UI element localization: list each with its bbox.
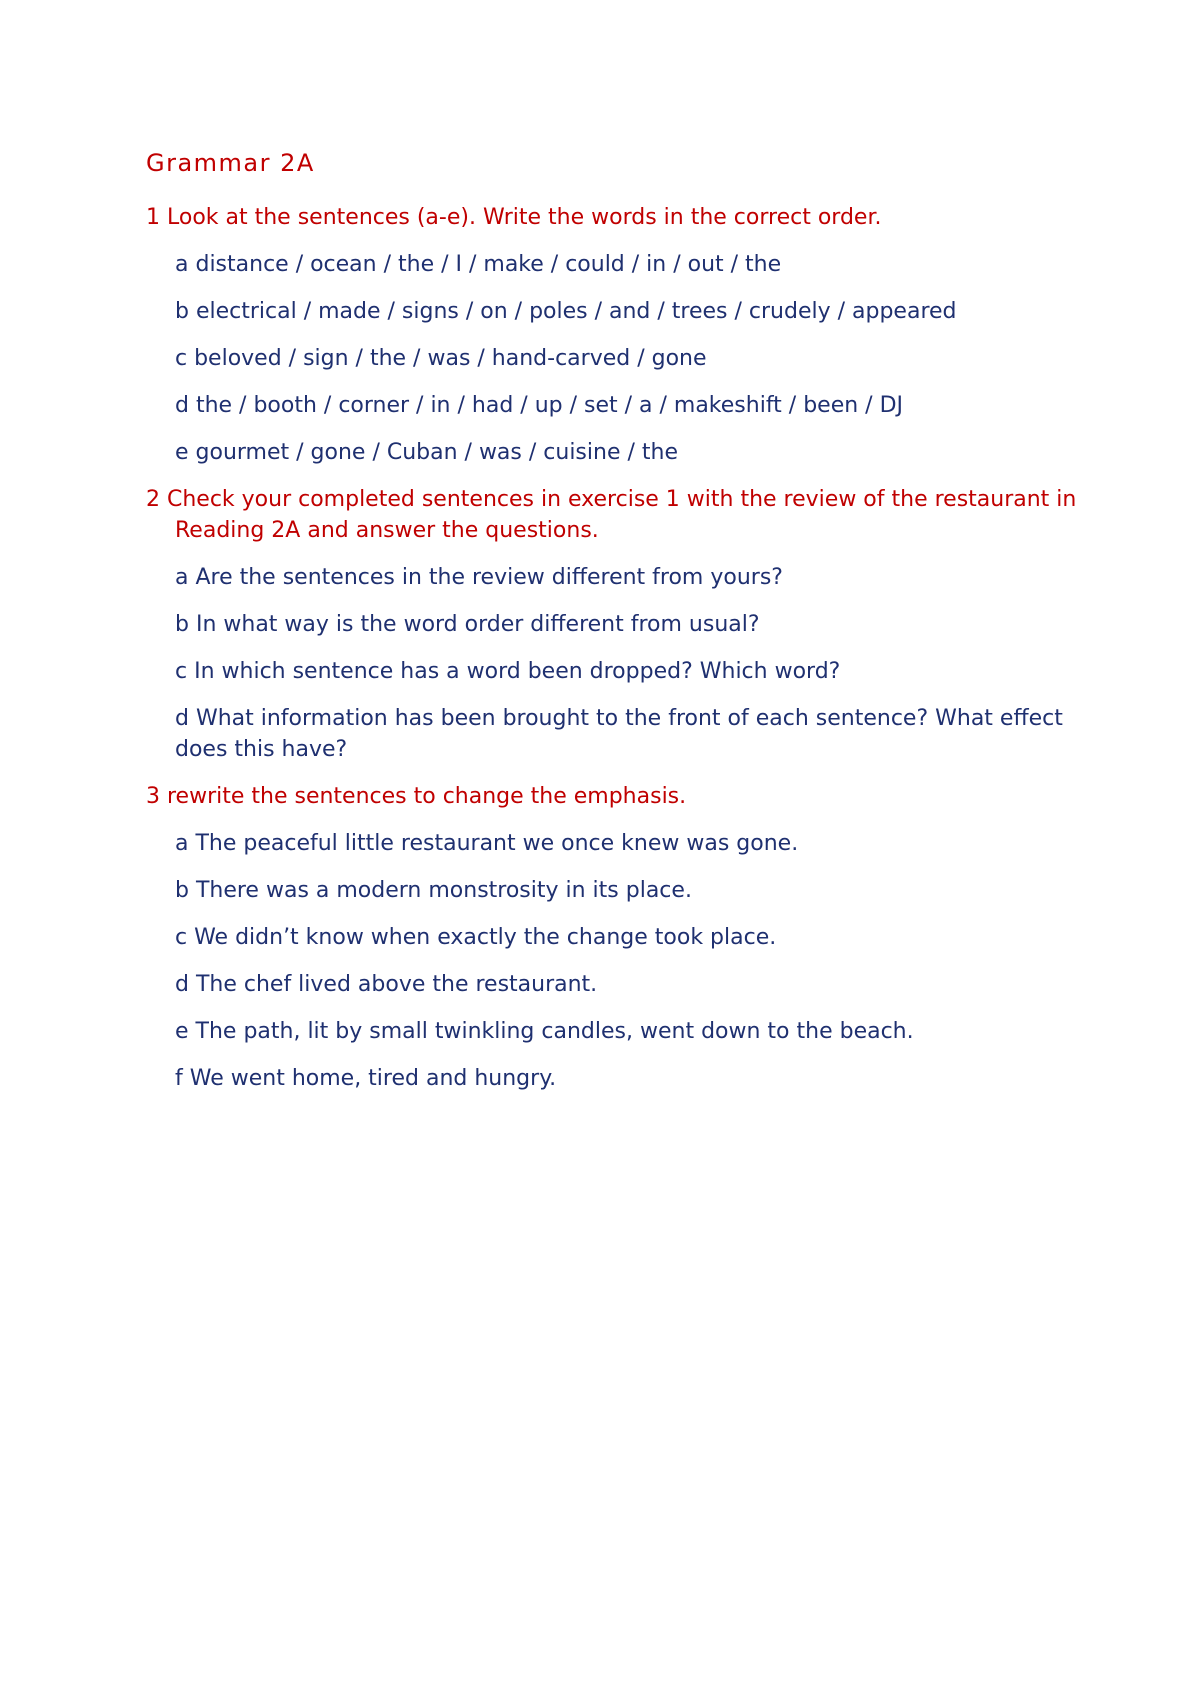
exercise-instruction: 2 Check your completed sentences in exercise 1 with the review of the restaurant in Reading 2A and answer the questions. [146, 487, 1077, 543]
exercise-item: d What information has been brought to the front of each sentence? What effect does this have? [175, 706, 1063, 762]
exercise-item: a distance / ocean / the / I / make / could / in / out / the [175, 252, 782, 277]
exercise-item: c We didn’t know when exactly the change took place. [175, 925, 777, 950]
exercise-item: f We went home, tired and hungry. [175, 1066, 557, 1091]
document-content [146, 146, 1086, 1110]
exercise-1 [146, 202, 1086, 468]
exercise-instruction: 1 Look at the sentences (a-e). Write the words in the correct order. [146, 205, 882, 230]
exercise-instruction: 3 rewrite the sentences to change the emphasis. [146, 784, 687, 809]
exercise-item: b electrical / made / signs / on / poles / and / trees / crudely / appeared [175, 299, 957, 324]
page-title: Grammar 2A [146, 149, 315, 177]
exercise-item: c In which sentence has a word been dropped? Which word? [175, 659, 841, 684]
exercise-3 [146, 781, 1086, 1094]
exercise-item: e The path, lit by small twinkling candles, went down to the beach. [175, 1019, 914, 1044]
exercise-item: a Are the sentences in the review different from yours? [175, 565, 783, 590]
exercise-item: a The peaceful little restaurant we once knew was gone. [175, 831, 799, 856]
exercise-item: e gourmet / gone / Cuban / was / cuisine / the [175, 440, 678, 465]
exercise-item: d The chef lived above the restaurant. [175, 972, 598, 997]
exercise-item: b There was a modern monstrosity in its place. [175, 878, 692, 903]
exercise-item: c beloved / sign / the / was / hand-carved / gone [175, 346, 707, 371]
exercise-2 [146, 484, 1086, 765]
exercise-item: d the / booth / corner / in / had / up / set / a / makeshift / been / DJ [175, 393, 904, 418]
exercise-item: b In what way is the word order different from usual? [175, 612, 760, 637]
